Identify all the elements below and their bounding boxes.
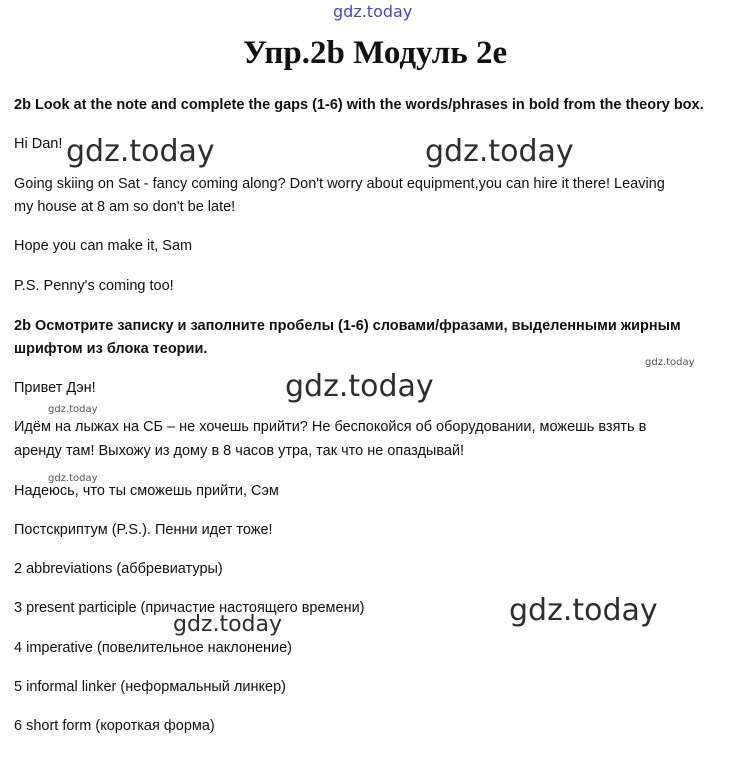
- watermark: gdz.today: [66, 134, 215, 169]
- answer-item: 3 present participle (причастие настоящего времени): [14, 600, 365, 616]
- watermark: gdz.today: [645, 357, 695, 368]
- task-russian-line1: 2b Осмотрите записку и заполните пробелы (1-6) словами/фразами, выделенными жирным: [14, 318, 681, 334]
- watermark: gdz.today: [48, 473, 98, 484]
- answer-item: 6 short form (короткая форма): [14, 718, 215, 734]
- note-en-body-line1: Going skiing on Sat - fancy coming along? Don't worry about equipment,you can hire it there! Leaving: [14, 176, 665, 192]
- watermark-top: gdz.today: [333, 2, 413, 21]
- watermark: gdz.today: [285, 369, 434, 404]
- note-ru-ps: Постскриптум (P.S.). Пенни идет тоже!: [14, 522, 273, 538]
- note-ru-body-line2: аренду там! Выхожу из дому в 8 часов утра, так что не опаздывай!: [14, 443, 465, 459]
- page-title: Упр.2b Модуль 2e: [242, 35, 508, 71]
- watermark: gdz.today: [173, 612, 283, 637]
- answer-item: 5 informal linker (неформальный линкер): [14, 679, 286, 695]
- note-ru-greeting: Привет Дэн!: [14, 380, 96, 396]
- answer-item: 4 imperative (повелительное наклонение): [14, 640, 293, 656]
- watermark: gdz.today: [509, 593, 658, 628]
- note-en-greeting: Hi Dan!: [14, 136, 63, 152]
- note-en-ps: P.S. Penny's coming too!: [14, 278, 174, 294]
- note-ru-body-line1: Идём на лыжах на СБ – не хочешь прийти? Не беспокойся об оборудовании, можешь взять в: [14, 419, 647, 435]
- answer-item: 2 abbreviations (аббревиатуры): [14, 561, 223, 577]
- task-russian-line2: шрифтом из блока теории.: [14, 341, 208, 357]
- watermark: gdz.today: [48, 404, 98, 415]
- note-ru-closing: Надеюсь, что ты сможешь прийти, Сэм: [14, 483, 279, 499]
- watermark: gdz.today: [425, 134, 574, 169]
- task-english: 2b Look at the note and complete the gaps (1-6) with the words/phrases in bold from the theory box.: [14, 97, 704, 113]
- note-en-body-line2: my house at 8 am so don't be late!: [14, 199, 236, 215]
- note-en-closing: Hope you can make it, Sam: [14, 238, 193, 254]
